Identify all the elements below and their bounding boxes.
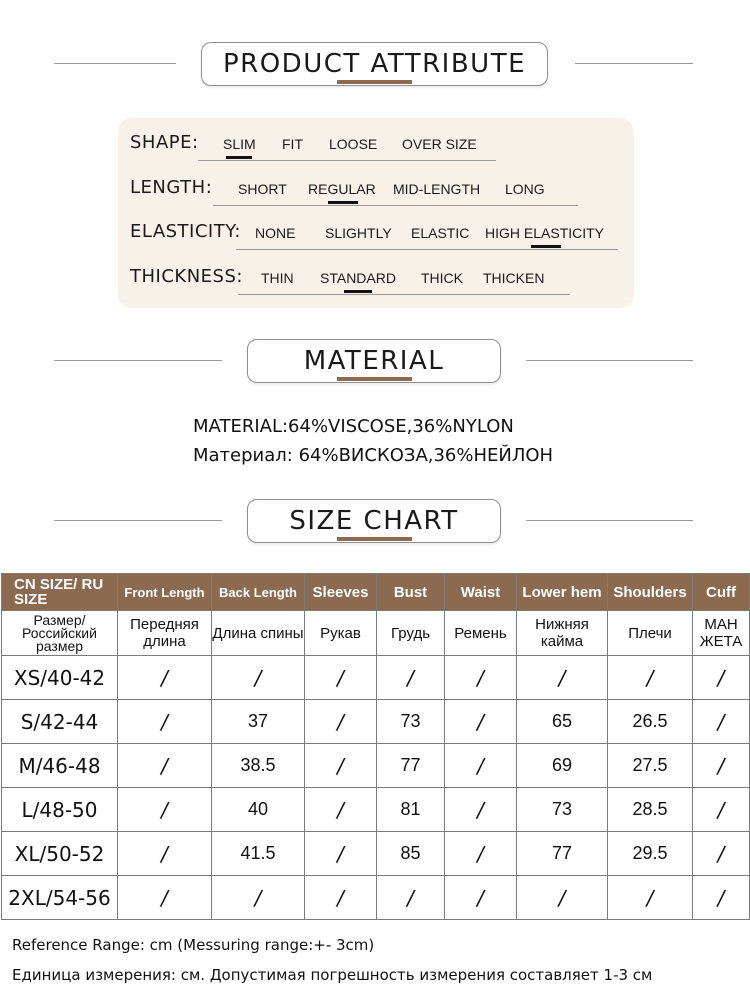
header-cell: Ремень — [445, 611, 517, 656]
divider-left — [54, 63, 176, 64]
option-elastic: ELASTIC — [411, 225, 470, 241]
value-cell: 73 — [377, 700, 445, 744]
value-cell: / — [118, 700, 212, 744]
value-cell: / — [305, 876, 377, 920]
value-cell: / — [517, 876, 608, 920]
header-cell: Длина спины — [212, 611, 305, 656]
divider-left — [54, 360, 222, 361]
option-over-size: OVER SIZE — [402, 136, 477, 152]
value-cell: / — [608, 656, 693, 700]
value-cell: / — [305, 744, 377, 788]
header-cell: Back Length — [212, 574, 305, 611]
selected-marker — [344, 290, 372, 293]
size-cell: M/46-48 — [2, 744, 118, 788]
value-cell: / — [118, 788, 212, 832]
table-row — [2, 876, 750, 920]
header-cell: Shoulders — [608, 574, 693, 611]
option-thin: THIN — [261, 270, 294, 286]
divider-right — [575, 63, 693, 64]
attribute-label: LENGTH: — [130, 177, 213, 198]
table-row — [2, 700, 750, 744]
value-cell: / — [118, 744, 212, 788]
value-cell: / — [693, 656, 750, 700]
header-cell: Нижняя кайма — [517, 611, 608, 656]
attribute-row-length — [118, 171, 634, 211]
value-cell: / — [118, 876, 212, 920]
value-cell: / — [693, 832, 750, 876]
accent-bar — [337, 80, 412, 84]
option-short: SHORT — [238, 181, 287, 197]
header-cell: Плечи — [608, 611, 693, 656]
size-cell: S/42-44 — [2, 700, 118, 744]
header-cell: Lower hem — [517, 574, 608, 611]
value-cell: 77 — [517, 832, 608, 876]
selected-marker — [226, 156, 252, 159]
value-cell: / — [305, 788, 377, 832]
header-cell: Передняя длина — [118, 611, 212, 656]
value-cell: 77 — [377, 744, 445, 788]
option-standard: STANDARD — [320, 270, 396, 286]
table-row — [2, 832, 750, 876]
attribute-underline — [238, 294, 570, 295]
value-cell: / — [377, 656, 445, 700]
value-cell: / — [693, 876, 750, 920]
option-fit: FIT — [282, 136, 303, 152]
attribute-row-thickness — [118, 260, 634, 300]
material-ru: Материал: 64%ВИСКОЗА,36%НЕЙЛОН — [193, 445, 554, 466]
option-thick: THICK — [421, 270, 463, 286]
attribute-underline — [236, 249, 618, 250]
value-cell: / — [377, 876, 445, 920]
size-chart-header — [0, 499, 750, 549]
value-cell: 73 — [517, 788, 608, 832]
value-cell: / — [608, 876, 693, 920]
value-cell: / — [445, 700, 517, 744]
measurement-note-ru: Единица измерения: см. Допустимая погрешность измерения составляет 1-3 см — [12, 966, 653, 984]
value-cell: / — [305, 656, 377, 700]
section-title: PRODUCT ATTRIBUTE — [201, 42, 548, 86]
section-title: SIZE CHART — [247, 499, 501, 543]
option-high-elasticity: HIGH ELASTICITY — [485, 225, 605, 241]
option-slim: SLIM — [223, 136, 256, 152]
option-slightly: SLIGHTLY — [325, 225, 392, 241]
value-cell: 38.5 — [212, 744, 305, 788]
attribute-row-elasticity — [118, 215, 634, 255]
value-cell: / — [693, 788, 750, 832]
value-cell: / — [517, 656, 608, 700]
table-header-ru — [2, 611, 750, 656]
value-cell: / — [118, 656, 212, 700]
value-cell: / — [445, 788, 517, 832]
value-cell: / — [445, 656, 517, 700]
size-cell: L/48-50 — [2, 788, 118, 832]
header-cell: МАН ЖЕТА — [693, 611, 750, 656]
accent-bar — [337, 377, 412, 381]
value-cell: 26.5 — [608, 700, 693, 744]
accent-bar — [337, 537, 412, 541]
value-cell: / — [445, 876, 517, 920]
value-cell: / — [305, 832, 377, 876]
attribute-label: ELASTICITY: — [130, 221, 241, 242]
value-cell: 69 — [517, 744, 608, 788]
attribute-row-shape — [118, 126, 634, 166]
header-cell: Front Length — [118, 574, 212, 611]
value-cell: / — [693, 700, 750, 744]
attribute-label: SHAPE: — [130, 132, 199, 153]
value-cell: 41.5 — [212, 832, 305, 876]
value-cell: 65 — [517, 700, 608, 744]
option-regular: REGULAR — [308, 181, 376, 197]
option-thicken: THICKEN — [483, 270, 545, 286]
value-cell: / — [118, 832, 212, 876]
header-cell: CN SIZE/ RU SIZE — [2, 574, 118, 611]
selected-marker — [531, 245, 561, 248]
reference-range-note: Reference Range: cm (Messuring range:+- 3cm) — [12, 936, 375, 954]
table-row — [2, 656, 750, 700]
divider-right — [526, 360, 693, 361]
header-cell: Cuff — [693, 574, 750, 611]
size-cell: XL/50-52 — [2, 832, 118, 876]
header-cell: Bust — [377, 574, 445, 611]
option-mid-length: MID-LENGTH — [393, 181, 481, 197]
value-cell: 29.5 — [608, 832, 693, 876]
header-cell: Waist — [445, 574, 517, 611]
material-en: MATERIAL:64%VISCOSE,36%NYLON — [193, 416, 514, 437]
value-cell: 28.5 — [608, 788, 693, 832]
value-cell: 81 — [377, 788, 445, 832]
attribute-underline — [213, 205, 578, 206]
product-attribute-header — [0, 42, 750, 92]
section-title: MATERIAL — [247, 339, 501, 383]
size-cell: XS/40-42 — [2, 656, 118, 700]
value-cell: / — [445, 744, 517, 788]
table-row — [2, 788, 750, 832]
option-none: NONE — [255, 225, 296, 241]
divider-left — [54, 520, 222, 521]
divider-right — [526, 520, 693, 521]
option-loose: LOOSE — [329, 136, 378, 152]
table-row — [2, 744, 750, 788]
table-body — [2, 656, 750, 920]
value-cell: / — [305, 700, 377, 744]
attribute-panel — [118, 118, 634, 308]
value-cell: / — [693, 744, 750, 788]
value-cell: 27.5 — [608, 744, 693, 788]
value-cell: 85 — [377, 832, 445, 876]
value-cell: / — [445, 832, 517, 876]
value-cell: 40 — [212, 788, 305, 832]
value-cell: 37 — [212, 700, 305, 744]
header-cell: Грудь — [377, 611, 445, 656]
value-cell: / — [212, 876, 305, 920]
attribute-underline — [198, 160, 496, 161]
header-cell: Рукав — [305, 611, 377, 656]
size-table — [1, 573, 750, 920]
header-cell: Размер/ Российский размер — [2, 611, 118, 656]
option-long: LONG — [505, 181, 545, 197]
value-cell: / — [212, 656, 305, 700]
attribute-label: THICKNESS: — [130, 266, 243, 287]
size-cell: 2XL/54-56 — [2, 876, 118, 920]
header-cell: Sleeves — [305, 574, 377, 611]
selected-marker — [328, 201, 358, 204]
material-header — [0, 339, 750, 389]
table-header-en — [2, 574, 750, 611]
